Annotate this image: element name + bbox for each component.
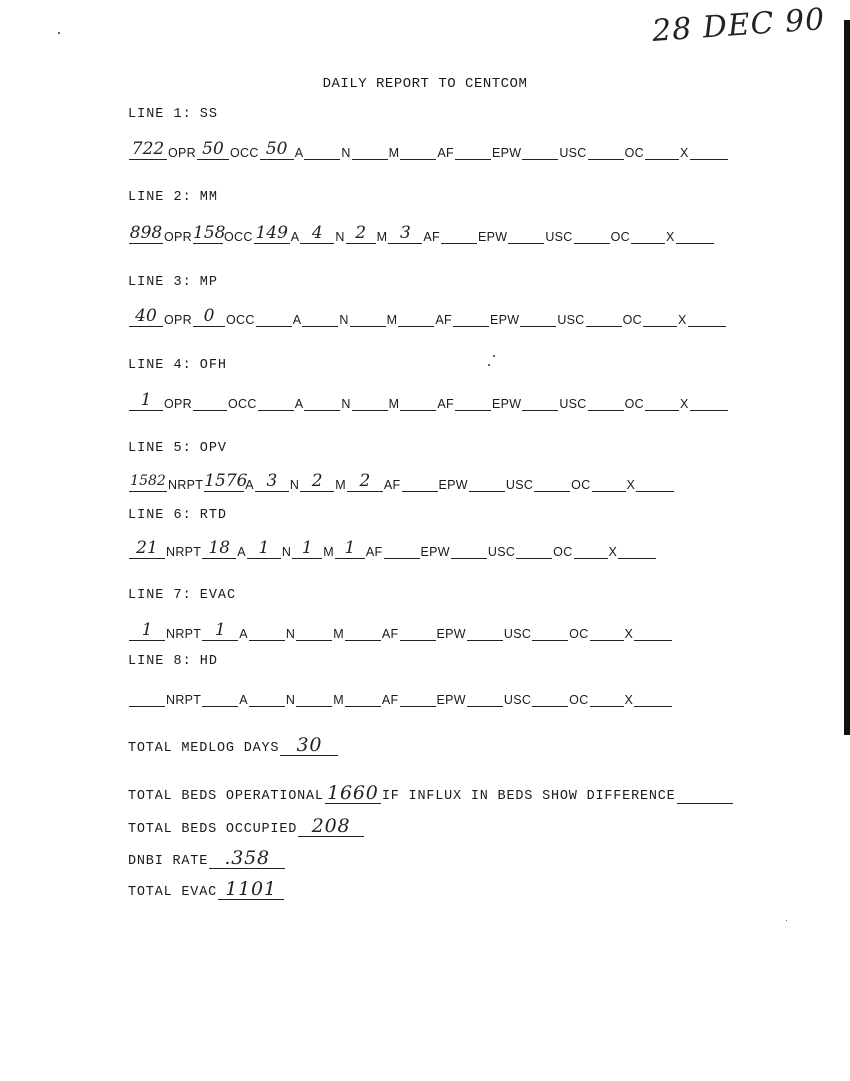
line-4-n-field[interactable]	[352, 390, 388, 411]
line-1-a-field[interactable]	[304, 139, 340, 160]
line-4-af-field[interactable]	[455, 390, 491, 411]
line-7-usc-field[interactable]	[532, 620, 568, 641]
total-beds-occupied: TOTAL BEDS OCCUPIED 208	[128, 813, 365, 837]
line-4-m-field[interactable]	[400, 390, 436, 411]
line-5-epw-field[interactable]	[469, 471, 505, 492]
medlog-days-field[interactable]: 30	[280, 735, 338, 756]
line-1-count-field[interactable]: 722	[129, 139, 167, 160]
line-3-n-field[interactable]	[350, 306, 386, 327]
line-7-count-field[interactable]: 1	[129, 620, 165, 641]
line-3-oc-field[interactable]	[643, 306, 677, 327]
beds-operational-field[interactable]: 1660	[325, 783, 381, 804]
line-4-count-field[interactable]: 1	[129, 390, 163, 411]
line-8-epw-field[interactable]	[467, 686, 503, 707]
line-4-label: LINE 4: OFH	[128, 358, 228, 373]
line-6-n-field[interactable]: 1	[292, 538, 322, 559]
line-5-usc-field[interactable]	[534, 471, 570, 492]
dnbi-rate: DNBI RATE .358	[128, 845, 286, 869]
line-8-m-field[interactable]	[345, 686, 381, 707]
line-3-m-field[interactable]	[398, 306, 434, 327]
line-3-opr-field[interactable]: 0	[193, 306, 225, 327]
line-1-m-field[interactable]	[400, 139, 436, 160]
line-1-opr-field[interactable]: 50	[197, 139, 229, 160]
line-3-row: 40 OPR 0 OCC A N M AF EPW USC OC X	[128, 305, 727, 327]
line-1-row: 722 OPR 50 OCC 50 A N M AF EPW USC OC X	[128, 138, 729, 160]
line-3-a-field[interactable]	[302, 306, 338, 327]
line-1-usc-field[interactable]	[588, 139, 624, 160]
total-evac-field[interactable]: 1101	[218, 879, 284, 900]
line-1-af-field[interactable]	[455, 139, 491, 160]
line-7-nrpt-field[interactable]: 1	[202, 620, 238, 641]
line-6-nrpt-field[interactable]: 18	[202, 538, 236, 559]
line-5-row: 1582 NRPT 1576 A 3 N 2 M 2 AF EPW USC OC X	[128, 470, 675, 492]
line-3-label: LINE 3: MP	[128, 275, 218, 290]
line-8-nrpt-field[interactable]	[202, 686, 238, 707]
line-7-row: 1 NRPT 1 A N M AF EPW USC OC X	[128, 619, 673, 641]
line-5-oc-field[interactable]	[592, 471, 626, 492]
line-5-nrpt-field[interactable]: 1576	[204, 471, 248, 491]
line-4-oc-field[interactable]	[645, 390, 679, 411]
line-7-x-field[interactable]	[634, 620, 672, 641]
line-7-m-field[interactable]	[345, 620, 381, 641]
line-7-label: LINE 7: EVAC	[128, 588, 237, 603]
line-1-epw-field[interactable]	[522, 139, 558, 160]
line-5-a-field[interactable]: 3	[255, 471, 289, 492]
line-3-x-field[interactable]	[688, 306, 726, 327]
line-4-opr-field[interactable]	[193, 390, 227, 411]
line-2-af-field[interactable]	[441, 223, 477, 244]
scan-speck	[58, 32, 60, 34]
line-8-label: LINE 8: HD	[128, 654, 218, 669]
line-6-af-field[interactable]	[384, 538, 420, 559]
line-2-n-field[interactable]: 2	[346, 223, 376, 244]
line-6-count-field[interactable]: 21	[129, 538, 165, 559]
line-1-n-field[interactable]	[352, 139, 388, 160]
line-6-m-field[interactable]: 1	[335, 538, 365, 559]
line-3-epw-field[interactable]	[520, 306, 556, 327]
line-1-label: LINE 1: SS	[128, 107, 218, 122]
line-6-label: LINE 6: RTD	[128, 508, 228, 523]
line-6-epw-field[interactable]	[451, 538, 487, 559]
line-2-label: LINE 2: MM	[128, 190, 218, 205]
line-7-n-field[interactable]	[296, 620, 332, 641]
line-7-af-field[interactable]	[400, 620, 436, 641]
line-6-a-field[interactable]: 1	[247, 538, 281, 559]
scan-edge-bar	[844, 20, 850, 735]
line-5-n-field[interactable]: 2	[300, 471, 334, 492]
line-8-x-field[interactable]	[634, 686, 672, 707]
line-6-usc-field[interactable]	[516, 538, 552, 559]
line-8-af-field[interactable]	[400, 686, 436, 707]
line-1-x-field[interactable]	[690, 139, 728, 160]
handwritten-date: 28 DEC 90	[650, 1, 827, 50]
line-2-occ-field[interactable]: 149	[255, 223, 288, 243]
line-3-occ-field[interactable]	[256, 306, 292, 327]
line-5-label: LINE 5: OPV	[128, 441, 228, 456]
line-3-count-field[interactable]: 40	[129, 306, 163, 327]
line-7-epw-field[interactable]	[467, 620, 503, 641]
line-2-opr-field[interactable]: 158	[193, 223, 226, 243]
line-8-n-field[interactable]	[296, 686, 332, 707]
line-4-usc-field[interactable]	[588, 390, 624, 411]
influx-difference-field[interactable]	[677, 783, 733, 804]
line-8-usc-field[interactable]	[532, 686, 568, 707]
line-8-row: NRPT A N M AF EPW USC OC X	[128, 685, 673, 707]
line-2-row: 898 OPR 158 OCC 149 A 4 N 2 M 3 AF EPW USC OC X	[128, 222, 715, 244]
line-3-af-field[interactable]	[453, 306, 489, 327]
scan-speck	[493, 355, 495, 357]
line-1-oc-field[interactable]	[645, 139, 679, 160]
total-medlog-days: TOTAL MEDLOG DAYS 30	[128, 732, 339, 756]
line-7-oc-field[interactable]	[590, 620, 624, 641]
line-2-a-field[interactable]: 4	[300, 223, 334, 244]
line-4-x-field[interactable]	[690, 390, 728, 411]
line-5-x-field[interactable]	[636, 471, 674, 492]
line-4-occ-field[interactable]	[258, 390, 294, 411]
line-1-occ-field[interactable]: 50	[260, 139, 294, 160]
line-2-count-field[interactable]: 898	[129, 223, 163, 243]
line-2-epw-field[interactable]	[508, 223, 544, 244]
line-6-oc-field[interactable]	[574, 538, 608, 559]
line-6-row: 21 NRPT 18 A 1 N 1 M 1 AF EPW USC OC X	[128, 537, 657, 559]
total-beds-operational: TOTAL BEDS OPERATIONAL 1660 IF INFLUX IN BEDS SHOW DIFFERENCE	[128, 780, 734, 804]
line-2-usc-field[interactable]	[574, 223, 610, 244]
dnbi-rate-field[interactable]: .358	[209, 848, 285, 869]
total-evac: TOTAL EVAC 1101	[128, 876, 285, 900]
line-4-epw-field[interactable]	[522, 390, 558, 411]
line-6-x-field[interactable]	[618, 538, 656, 559]
line-2-x-field[interactable]	[676, 223, 714, 244]
line-5-af-field[interactable]	[402, 471, 438, 492]
line-4-a-field[interactable]	[304, 390, 340, 411]
line-3-usc-field[interactable]	[586, 306, 622, 327]
beds-occupied-field[interactable]: 208	[298, 816, 364, 837]
line-7-a-field[interactable]	[249, 620, 285, 641]
line-5-count-field[interactable]: 1582	[129, 471, 167, 492]
line-2-m-field[interactable]: 3	[388, 223, 422, 244]
line-8-a-field[interactable]	[249, 686, 285, 707]
line-8-count-field[interactable]	[129, 686, 165, 707]
line-4-row: 1 OPR OCC A N M AF EPW USC OC X	[128, 389, 729, 411]
line-8-oc-field[interactable]	[590, 686, 624, 707]
scan-speck	[488, 364, 490, 366]
report-title: DAILY REPORT TO CENTCOM	[322, 76, 528, 92]
line-5-m-field[interactable]: 2	[347, 471, 383, 492]
line-2-oc-field[interactable]	[631, 223, 665, 244]
scan-speck	[786, 920, 787, 921]
